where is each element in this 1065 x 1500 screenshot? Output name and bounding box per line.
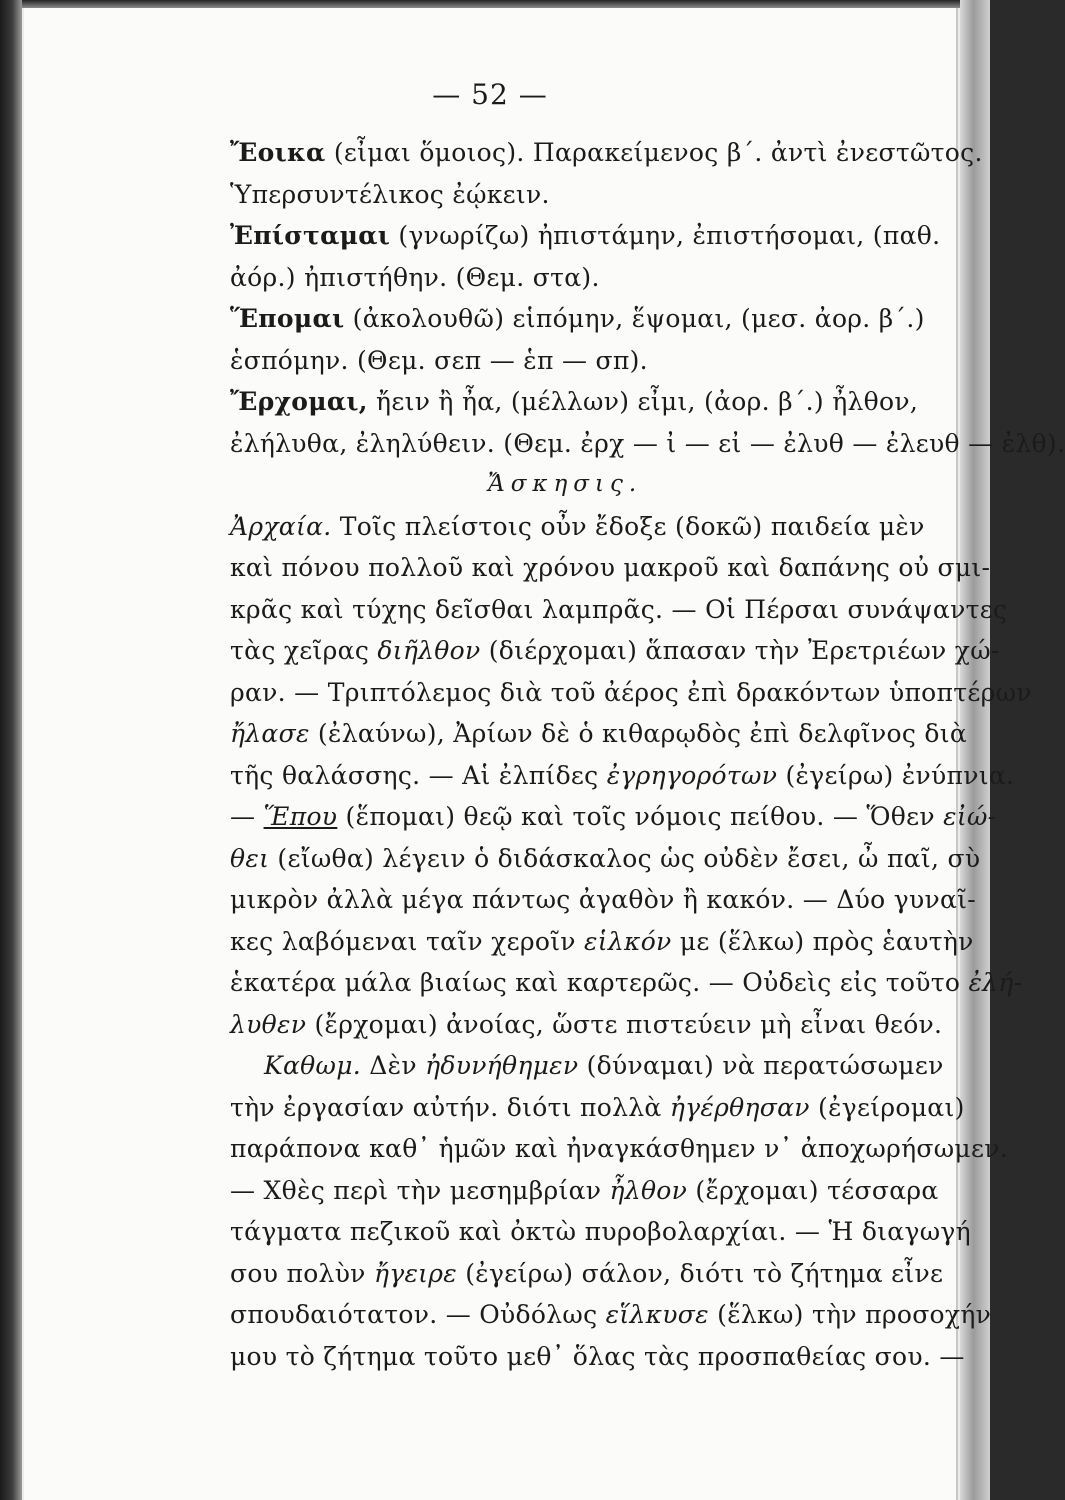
text-run: εἱλκόν bbox=[584, 926, 672, 956]
text-run: Ὑπερσυντέλικος ἐῴκειν. bbox=[230, 179, 550, 209]
entry-headword: Ἕπομαι bbox=[230, 304, 345, 333]
scan-top-edge bbox=[0, 0, 990, 8]
text-run: ἐγρηγορότων bbox=[606, 760, 778, 790]
text-run: εἵλκυσε bbox=[605, 1300, 709, 1329]
text-line bbox=[230, 589, 1008, 631]
text-run: Ἀρχαία. bbox=[230, 511, 332, 541]
text-line bbox=[230, 1128, 1008, 1170]
text-line bbox=[230, 174, 970, 216]
text-run: (εἶμαι ὅμοιος). Παρακείμενος β΄. ἀντὶ ἐνεστῶτος. bbox=[325, 138, 983, 167]
text-run: ἠγέρθησαν bbox=[669, 1092, 810, 1122]
text-run: (διέρχομαι) ἅπασαν τὴν Ἐρετριέων χώ- bbox=[480, 636, 1000, 665]
text-run: ἐλήλυθα, ἐληλύθειν. (Θεμ. ἐρχ — ἰ — εἰ — ἐλυθ — ἐλευθ — ἐλθ). bbox=[230, 428, 1065, 458]
text-run: (δύναμαι) νὰ περατώσωμεν bbox=[578, 1051, 944, 1080]
text-run: ἑκατέρα μάλα βιαίως καὶ καρτερῶς. — Οὐδεὶς εἰς τοῦτο bbox=[230, 968, 969, 997]
text-run: μου τὸ ζήτημα τοῦτο μεθ᾿ ὅλας τὰς προσπαθείας σου. — bbox=[230, 1341, 965, 1371]
entry-headword: Ἔρχομαι, bbox=[230, 387, 368, 416]
text-run: σου πολὺν bbox=[230, 1258, 374, 1288]
text-run: — Χθὲς περὶ τὴν μεσημβρίαν bbox=[230, 1175, 610, 1205]
text-run: (ἕλκω) τὴν προσοχήν bbox=[708, 1300, 992, 1329]
text-line bbox=[230, 630, 1000, 672]
text-run: Τοῖς πλείστοις οὖν ἔδοξε (δοκῶ) παιδεία μὲν bbox=[331, 511, 925, 541]
text-run: εἰώ- bbox=[943, 802, 997, 831]
text-line bbox=[230, 1253, 970, 1295]
text-line bbox=[230, 1211, 970, 1253]
text-run: ἤλασε bbox=[230, 719, 310, 748]
text-run: Ἕπου bbox=[263, 802, 338, 831]
text-line bbox=[230, 132, 983, 174]
text-run: μικρὸν ἀλλὰ μέγα πάντως ἀγαθὸν ἢ κακόν. — Δύο γυναῖ- bbox=[230, 885, 977, 914]
text-run: με (ἕλκω) πρὸς ἑαυτὴν bbox=[671, 926, 974, 956]
text-run: (ἐγείρομαι) bbox=[809, 1092, 965, 1122]
page-number: — 52 — bbox=[432, 78, 548, 111]
text-run: ἑσπόμην. (Θεμ. σεπ — ἑπ — σπ). bbox=[230, 345, 648, 375]
text-line bbox=[230, 506, 970, 548]
text-run: ἤγειρε bbox=[373, 1258, 457, 1288]
text-run: ἀόρ.) ἠπιστήθην. (Θεμ. στα). bbox=[230, 262, 600, 292]
text-line bbox=[230, 381, 970, 423]
text-line bbox=[230, 1004, 970, 1046]
text-run: κρᾶς καὶ τύχης δεῖσθαι λαμπρᾶς. — Οἱ Πέρσαι συνάψαντες bbox=[230, 594, 1008, 624]
text-run: (ἀκολουθῶ) εἱπόμην, ἕψομαι, (μεσ. ἀορ. β΄.) bbox=[344, 304, 925, 333]
text-line bbox=[230, 672, 1032, 714]
text-line bbox=[230, 215, 970, 257]
section-heading: Ἄσκησις. bbox=[487, 471, 643, 497]
text-run: ἠδυνήθημεν bbox=[425, 1051, 579, 1080]
page-text bbox=[230, 132, 1065, 1377]
text-run: (ἐγείρω) ἐνύπνια. bbox=[777, 760, 1015, 790]
text-line bbox=[230, 1294, 992, 1336]
text-run: Καθωμ. bbox=[264, 1051, 361, 1080]
text-line bbox=[230, 962, 1023, 1004]
text-run: ἦλθον bbox=[609, 1175, 688, 1205]
text-line bbox=[230, 879, 977, 921]
entry-headword: Ἔοικα bbox=[230, 138, 326, 167]
text-line bbox=[230, 755, 1015, 797]
text-run: (εἴωθα) λέγειν ὁ διδάσκαλος ὡς οὐδὲν ἔσει, ὦ παῖ, σὺ bbox=[269, 843, 981, 873]
text-run: καὶ πόνου πολλοῦ καὶ χρόνου μακροῦ καὶ δαπάνης οὐ σμι- bbox=[230, 553, 991, 582]
text-line bbox=[230, 796, 997, 838]
text-run: τάγματα πεζικοῦ καὶ ὀκτὼ πυροβολαρχίαι. — Ἡ διαγωγή bbox=[230, 1217, 971, 1246]
text-run: ἤειν ἢ ἦα, (μέλλων) εἶμι, (ἀορ. β΄.) ἦλθον, bbox=[367, 387, 919, 416]
text-run: διῆλθον bbox=[377, 636, 481, 665]
text-run: (ἐγείρω) σάλον, διότι τὸ ζήτημα εἶνε bbox=[457, 1258, 944, 1288]
text-run: (ἔρχομαι) ἀνοίας, ὥστε πιστεύειν μὴ εἶναι θεόν. bbox=[306, 1009, 943, 1039]
text-run: (γνωρίζω) ἠπιστάμην, ἐπιστήσομαι, (παθ. bbox=[390, 221, 941, 250]
text-run: κες λαβόμεναι ταῖν χεροῖν bbox=[230, 926, 585, 956]
text-line bbox=[230, 1170, 970, 1212]
text-run: τῆς θαλάσσης. — Αἱ ἐλπίδες bbox=[230, 760, 607, 790]
text-run: ραν. — Τριπτόλεμος διὰ τοῦ ἀέρος ἐπὶ δρακόντων ὑποπτέρων bbox=[230, 677, 1032, 707]
text-line bbox=[230, 921, 974, 963]
entry-headword: Ἐπίσταμαι bbox=[230, 221, 391, 250]
text-run: — bbox=[230, 802, 264, 831]
text-line bbox=[230, 547, 991, 589]
text-line bbox=[230, 340, 970, 382]
text-run: (ἕπομαι) θεῷ καὶ τοῖς νόμοις πείθου. — Ὅθεν bbox=[337, 802, 944, 831]
text-line bbox=[230, 838, 981, 880]
text-run: (ἔρχομαι) τέσσαρα bbox=[687, 1175, 939, 1205]
text-line bbox=[230, 257, 970, 299]
book-page bbox=[24, 8, 1065, 1500]
text-run: τὴν ἐργασίαν αὐτήν. διότι πολλὰ bbox=[230, 1092, 670, 1122]
text-run: θει bbox=[230, 843, 270, 873]
text-run: Δὲν bbox=[361, 1051, 426, 1080]
text-line bbox=[230, 1087, 970, 1129]
scan-left-edge bbox=[0, 0, 22, 1500]
text-run: (ἐλαύνω), Ἀρίων δὲ ὁ κιθαρῳδὸς ἐπὶ δελφῖνος διὰ bbox=[309, 719, 968, 748]
text-run: τὰς χεῖρας bbox=[230, 636, 378, 665]
text-line bbox=[230, 298, 970, 340]
text-line bbox=[230, 1045, 970, 1087]
text-run: παράπονα καθ᾿ ἡμῶν καὶ ἠναγκάσθημεν ν᾿ ἀποχωρήσωμεν. bbox=[230, 1134, 1008, 1163]
text-run: ἐλή- bbox=[968, 968, 1023, 997]
text-line bbox=[230, 1336, 970, 1378]
text-run: σπουδαιότατον. — Οὐδόλως bbox=[230, 1300, 606, 1329]
text-line bbox=[230, 423, 1065, 465]
text-line bbox=[230, 464, 970, 506]
text-line bbox=[230, 713, 970, 755]
text-run: λυθεν bbox=[230, 1009, 307, 1039]
